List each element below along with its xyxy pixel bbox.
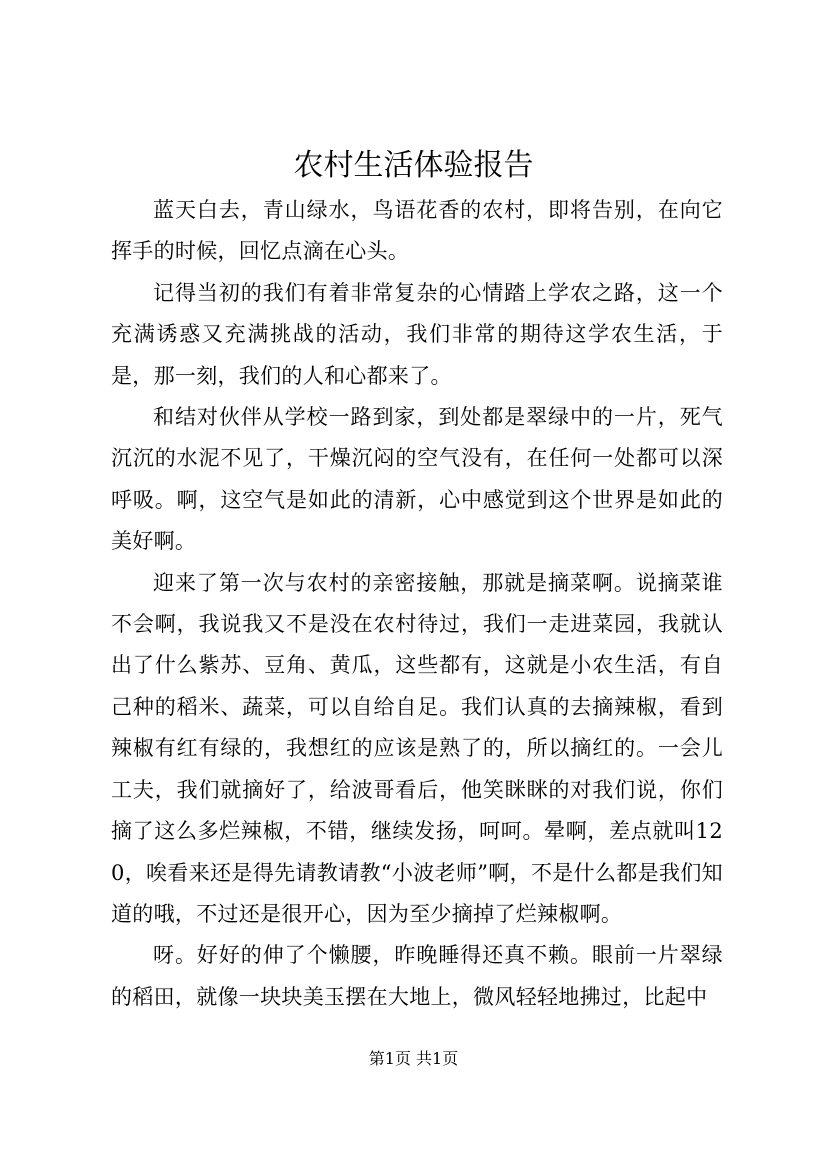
document-title: 农村生活体验报告 bbox=[293, 148, 534, 183]
paragraph-2: 记得当初的我们有着非常复杂的心情踏上学农之路，这一个充满诱惑又充满挑战的活动，我们非常的期待这学农生活，于是，那一刻，我们的人和心都来了。 bbox=[111, 280, 723, 388]
document-body bbox=[111, 190, 723, 1018]
paragraph-3: 和结对伙伴从学校一路到家，到处都是翠绿中的一片，死气沉沉的水泥不见了，干燥沉闷的空气没有，在任何一处都可以深呼吸。啊，这空气是如此的清新，心中感觉到这个世界是如此的美好啊。 bbox=[111, 405, 723, 554]
paragraph-5: 呀。好好的伸了个懒腰，昨晚睡得还真不赖。眼前一片翠绿的稻田，就像一块块美玉摆在大地上，微风轻轻地拂过，比起中 bbox=[111, 943, 723, 1009]
page-footer: 第1页 共1页 bbox=[368, 1049, 459, 1068]
paragraph-4: 迎来了第一次与农村的亲密接触，那就是摘菜啊。说摘菜谁不会啊，我说我又不是没在农村待过，我们一走进菜园，我就认出了什么紫苏、豆角、黄瓜，这些都有，这就是小农生活，有自己种的稻米、蔬菜，可以自给自足。我们认真的去摘辣椒，看到辣椒有红有绿的，我想红的应该是熟了的，所以摘红的。一会儿工夫，我们就摘好了，给波哥看后，他笑眯眯的对我们说，你们摘了这么多烂辣椒，不错，继续发扬，呵呵。晕啊，差点就叫120，唉看来还是得先请教请教“小波老师”啊，不是什么都是我们知道的哦，不过还是很开心，因为至少摘掉了烂辣椒啊。 bbox=[111, 570, 723, 926]
paragraph-1: 蓝天白去，青山绿水，鸟语花香的农村，即将告别，在向它挥手的时候，回忆点滴在心头。 bbox=[111, 198, 723, 264]
